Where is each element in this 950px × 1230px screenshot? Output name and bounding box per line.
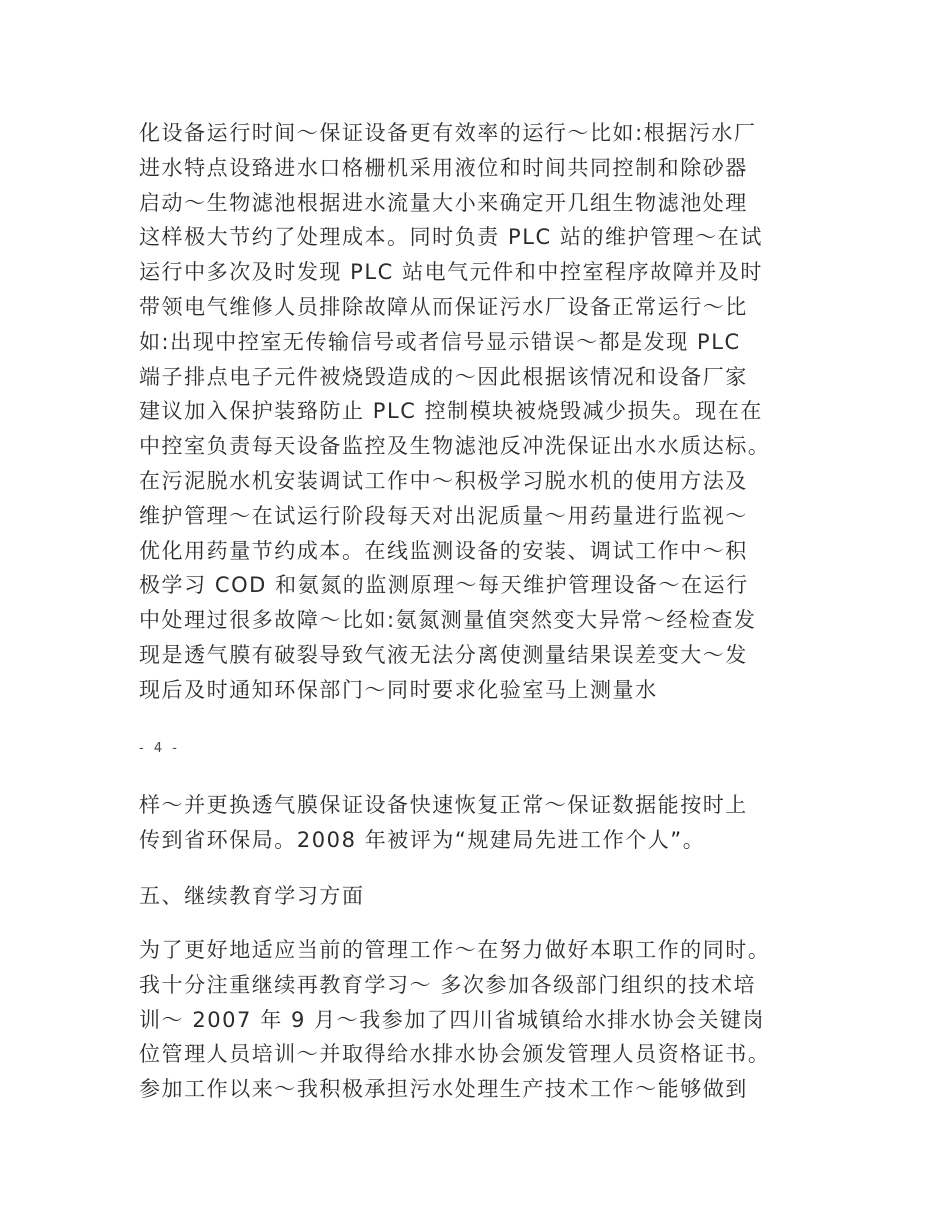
text-line: 在污泥脱水机安装调试工作中～积极学习脱水机的使用方法及 <box>139 468 748 493</box>
text-line: 如:出现中控室无传输信号或者信号显示错误～都是发现 PLC <box>139 329 741 354</box>
text-line: 我十分注重继续再教育学习～ 多次参加各级部门组织的技术培 <box>139 972 757 997</box>
text-line: 为了更好地适应当前的管理工作～在努力做好本职工作的同时。 <box>139 938 771 962</box>
text-line: 进水特点设臵进水口格栅机采用液位和时间共同控制和除砂器 <box>139 155 748 180</box>
text-line: 带领电气维修人员排除故障从而保证污水厂设备正常运行～比 <box>139 294 748 319</box>
text-line: 极学习 COD 和氨氮的监测原理～每天维护管理设备～在运行 <box>139 573 749 598</box>
text-line: 现后及时通知环保部门～同时要求化验室马上测量水 <box>139 677 658 702</box>
text-line: 化设备运行时间～保证设备更有效率的运行～比如:根据污水厂 <box>139 121 757 145</box>
text-line: 启动～生物滤池根据进水流量大小来确定开几组生物滤池处理 <box>139 190 748 215</box>
text-line: 传到省环保局。2008 年被评为“规建局先进工作个人”。 <box>139 827 706 852</box>
text-line: 端子排点电子元件被烧毁造成的～因此根据该情况和设备厂家 <box>139 364 748 389</box>
text-line: 样～并更换透气膜保证设备快速恢复正常～保证数据能按时上 <box>139 793 748 817</box>
text-line: 这样极大节约了处理成本。同时负责 PLC 站的维护管理～在试 <box>139 225 763 250</box>
text-line: 现是透气膜有破裂导致气液无法分离使测量结果误差变大～发 <box>139 642 748 667</box>
body-paragraph-3 <box>139 933 839 1107</box>
text-line: 位管理人员培训～并取得给水排水协会颁发管理人员资格证书。 <box>139 1042 771 1067</box>
body-paragraph-2 <box>139 788 839 858</box>
body-paragraph-1 <box>139 116 839 708</box>
text-line: 中处理过很多故障～比如:氨氮测量值突然变大异常～经检查发 <box>139 608 757 633</box>
section-heading: 五、继续教育学习方面 <box>139 884 365 908</box>
page-number: - 4 - <box>139 741 180 756</box>
text-line: 维护管理～在试运行阶段每天对出泥质量～用药量进行监视～ <box>139 503 748 528</box>
text-line: 运行中多次及时发现 PLC 站电气元件和中控室程序故障并及时 <box>139 260 763 285</box>
text-line: 参加工作以来～我积极承担污水处理生产技术工作～能够做到 <box>139 1077 748 1102</box>
text-line: 训～ 2007 年 9 月～我参加了四川省城镇给水排水协会关键岗 <box>139 1007 766 1032</box>
text-line: 中控室负责每天设备监控及生物滤池反冲洗保证出水水质达标。 <box>139 434 771 459</box>
text-line: 建议加入保护装臵防止 PLC 控制模块被烧毁减少损失。现在在 <box>139 399 763 424</box>
text-line: 优化用药量节约成本。在线监测设备的安装、调试工作中～积 <box>139 538 748 563</box>
